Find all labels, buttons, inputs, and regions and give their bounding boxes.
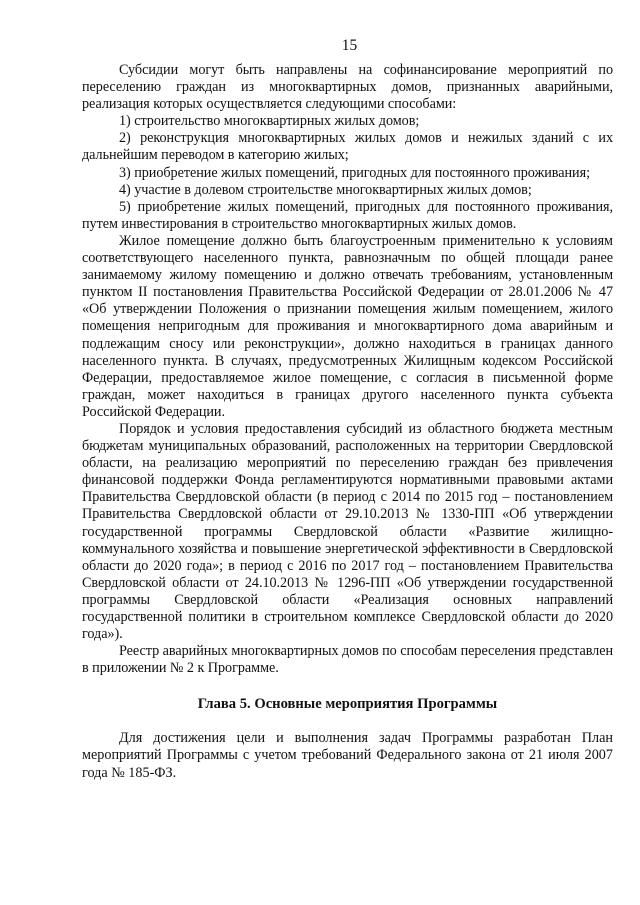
closing-section — [82, 730, 613, 781]
list-item-reconstruction: 2) реконструкция многоквартирных жилых домов и нежилых зданий с их дальнейшим переводом в категорию жилых; — [82, 130, 613, 164]
paragraph-subsidies-intro: Субсидии могут быть направлены на софинансирование мероприятий по переселению граждан из многоквартирных домов, признанных аварийными, реализация которых осуществляется следующими способами: — [82, 62, 613, 113]
list-item-construction: 1) строительство многоквартирных жилых домов; — [119, 113, 420, 130]
paragraph-living-premises: Жилое помещение должно быть благоустроенным применительно к условиям соответствующего населенного пункта, равнозначным по общей площади ранее занимаемому жилому помещению и должно отвечать требованиям, установленным пунктом II постановления Правительства Российской Федерации от 28.01.2006 № 47 «Об утверждении Положения о признании помещения жилым помещением, жилого помещения непригодным для проживания и многоквартирного дома аварийным и подлежащим сносу или реконструкции», должно находиться в границах данного населенного пункта. В случаях, предусмотренных Жилищным кодексом Российской Федерации, предоставляемое жилое помещение, с согласия в письменной форме граждан, может находиться в границах другого населенного пункта субъекта Российской Федерации. — [82, 232, 613, 420]
list-item-acquisition: 3) приобретение жилых помещений, пригодных для постоянного проживания; — [119, 164, 590, 181]
document-body — [82, 62, 613, 677]
paragraph-action-plan: Для достижения цели и выполнения задач Программы разработан План мероприятий Программы с учетом требований Федерального закона от 21 июля 2007 года № 185-ФЗ. — [82, 730, 613, 781]
page-number: 15 — [341, 37, 358, 54]
paragraph-registry: Реестр аварийных многоквартирных домов по способам переселения представлен в приложении № 2 к Программе. — [82, 643, 613, 677]
paragraph-procedure: Порядок и условия предоставления субсидий из областного бюджета местным бюджетам муниципальных образований, расположенных на территории Свердловской области, на реализацию мероприятий по переселению граждан без привлечения финансовой поддержки Фонда регламентируются нормативными правовыми актами Правительства Свердловской области (в период с 2014 по 2015 год – постановлением Правительства Свердловской области от 29.10.2013 № 1330-ПП «Об утверждении государственной программы Свердловской области «Развитие жилищно-коммунального хозяйства и повышение энергетической эффективности в Свердловской области до 2020 года»; в период с 2016 по 2017 год – постановлением Правительства Свердловской области от 24.10.2013 № 1296-ПП «Об утверждении государственной программы Свердловской области «Реализация основных направлений государственной политики в строительном комплексе Свердловской области до 2020 года»). — [82, 420, 613, 643]
chapter-heading: Глава 5. Основные мероприятия Программы — [197, 696, 498, 713]
list-item-investment: 5) приобретение жилых помещений, пригодных для постоянного проживания, путем инвестирования в строительство многоквартирных жилых домов. — [82, 198, 613, 232]
list-item-shared-construction: 4) участие в долевом строительстве многоквартирных жилых домов; — [119, 181, 532, 198]
